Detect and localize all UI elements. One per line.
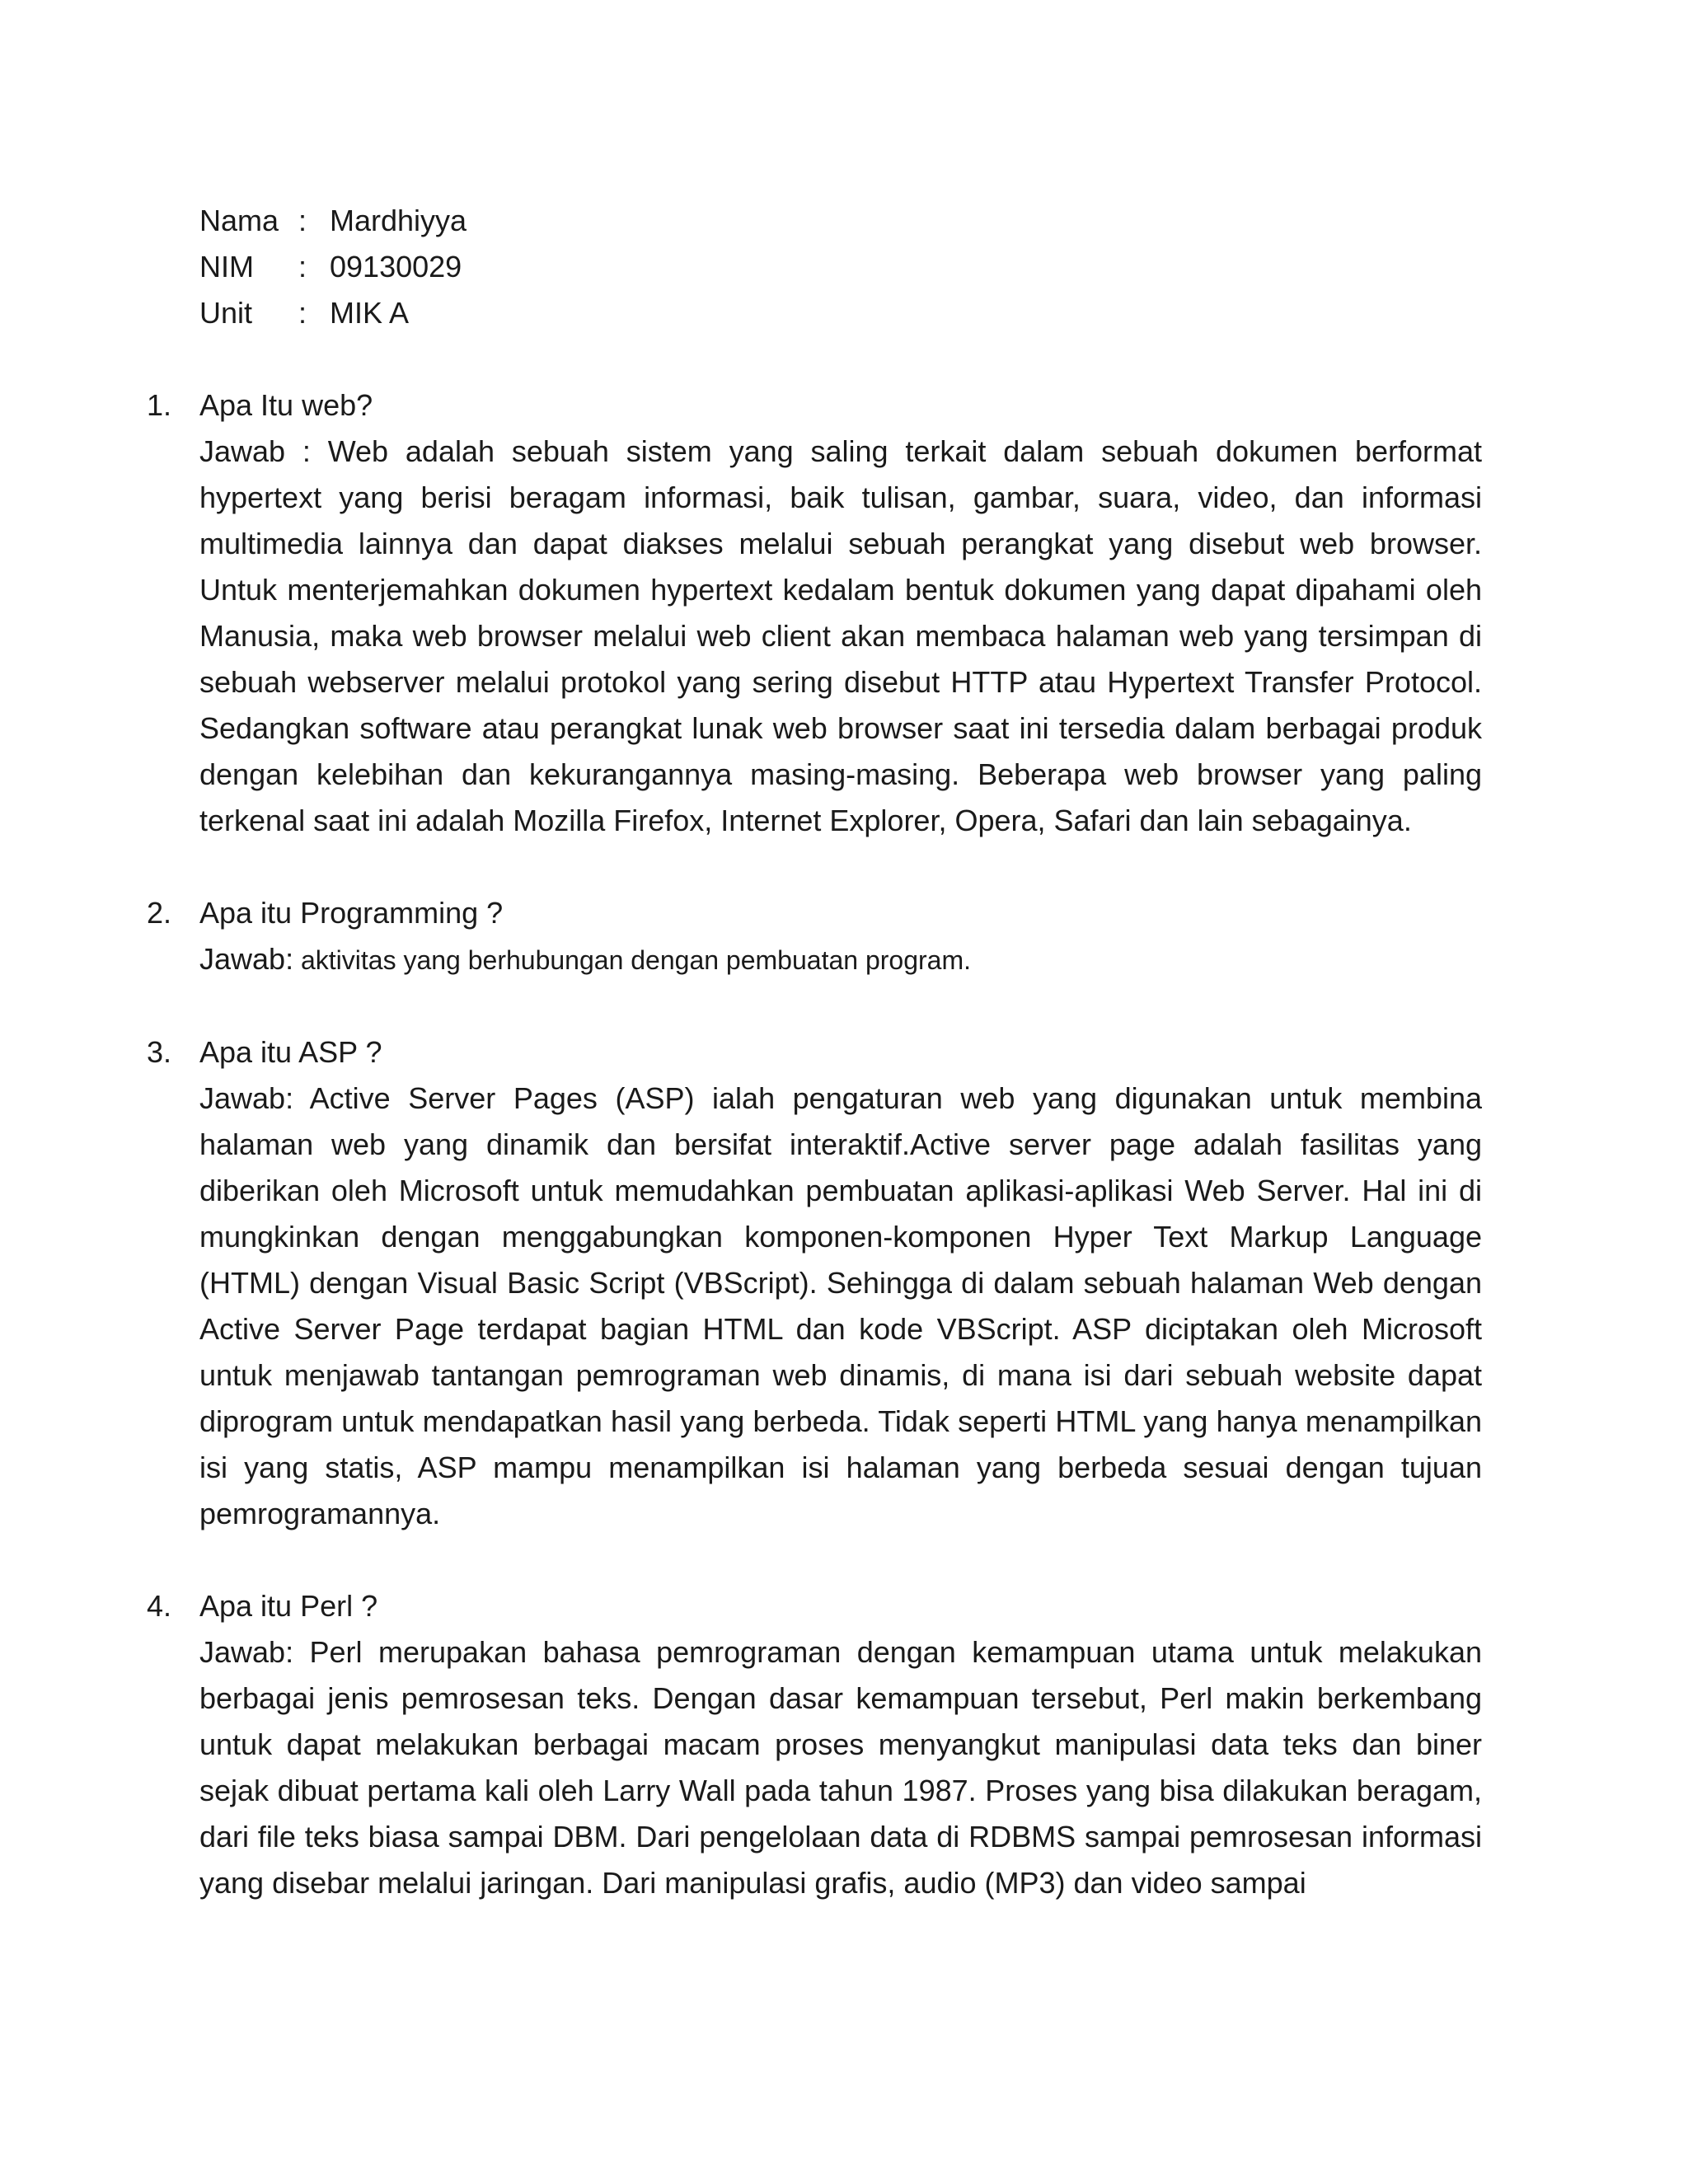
question-item-1: [147, 382, 1482, 844]
answer-text: Jawab: Perl merupakan bahasa pemrograman dengan kemampuan utama untuk melakukan berbagai jenis pemrosesan teks. Dengan dasar kemampuan tersebut, Perl makin berkembang untuk dapat melakukan berbagai macam proses menyangkut manipulasi data teks dan biner sejak dibuat pertama kali oleh Larry Wall pada tahun 1987. Proses yang bisa dilakukan beragam, dari file teks biasa sampai DBM. Dari pengelolaan data di RDBMS sampai pemrosesan informasi yang disebar melalui jaringan. Dari manipulasi grafis, audio (MP3) dan video sampai: [199, 1635, 1482, 1900]
question-number: 2.: [147, 896, 172, 930]
answer-text-wrapper: [199, 936, 1482, 983]
question-number: 1.: [147, 388, 172, 422]
question-list: [147, 382, 1482, 1906]
info-label: Nama: [199, 204, 279, 237]
question-number: 3.: [147, 1035, 172, 1069]
info-row-nim: [199, 244, 1482, 290]
question-text: Apa Itu web?: [199, 388, 373, 422]
question-item-2: [147, 890, 1482, 983]
question-body: [199, 1583, 1482, 1906]
info-label: Unit: [199, 296, 253, 330]
document-content: [147, 198, 1482, 1952]
info-value: 09130029: [330, 250, 462, 284]
info-colon: :: [298, 296, 307, 330]
student-info: [199, 198, 1482, 336]
info-row-unit: [199, 290, 1482, 336]
answer-text: aktivitas yang berhubungan dengan pembuatan program.: [293, 945, 971, 975]
question-body: [199, 382, 1482, 844]
answer-text: Jawab : Web adalah sebuah sistem yang saling terkait dalam sebuah dokumen berformat hypertext yang berisi beragam informasi, baik tulisan, gambar, suara, video, dan informasi multimedia lainnya dan dapat diakses melalui sebuah perangkat yang disebut web browser. Untuk menterjemahkan dokumen hypertext kedalam bentuk dokumen yang dapat dipahami oleh Manusia, maka web browser melalui web client akan membaca halaman web yang tersimpan di sebuah webserver melalui protokol yang sering disebut HTTP atau Hypertext Transfer Protocol. Sedangkan software atau perangkat lunak web browser saat ini tersedia dalam berbagai produk dengan kelebihan dan kekurangannya masing-masing. Beberapa web browser yang paling terkenal saat ini adalah Mozilla Firefox, Internet Explorer, Opera, Safari dan lain sebagainya.: [199, 434, 1482, 837]
answer-text: Jawab: Active Server Pages (ASP) ialah pengaturan web yang digunakan untuk membina halaman web yang dinamik dan bersifat interaktif.Active server page adalah fasilitas yang diberikan oleh Microsoft untuk memudahkan pembuatan aplikasi-aplikasi Web Server. Hal ini di mungkinkan dengan menggabungkan komponen-komponen Hyper Text Markup Language (HTML) dengan Visual Basic Script (VBScript). Sehingga di dalam sebuah halaman Web dengan Active Server Page terdapat bagian HTML dan kode VBScript. ASP diciptakan oleh Microsoft untuk menjawab tantangan pemrograman web dinamis, di mana isi dari sebuah website dapat diprogram untuk mendapatkan hasil yang berbeda. Tidak seperti HTML yang hanya menampilkan isi yang statis, ASP mampu menampilkan isi halaman yang berbeda sesuai dengan tujuan pemrogramannya.: [199, 1081, 1482, 1530]
answer-label: Jawab:: [199, 942, 294, 976]
question-body: [199, 1029, 1482, 1537]
info-colon: :: [298, 250, 307, 284]
info-colon: :: [298, 204, 307, 237]
info-value: MIK A: [330, 296, 410, 330]
info-label: NIM: [199, 250, 254, 284]
question-text: Apa itu Programming ?: [199, 896, 504, 930]
info-value: Mardhiyya: [330, 204, 467, 237]
question-number: 4.: [147, 1589, 172, 1623]
question-item-4: [147, 1583, 1482, 1906]
question-text: Apa itu Perl ?: [199, 1589, 378, 1623]
question-text: Apa itu ASP ?: [199, 1035, 382, 1069]
info-row-nama: [199, 198, 1482, 244]
question-body: [199, 890, 1482, 983]
question-item-3: [147, 1029, 1482, 1537]
